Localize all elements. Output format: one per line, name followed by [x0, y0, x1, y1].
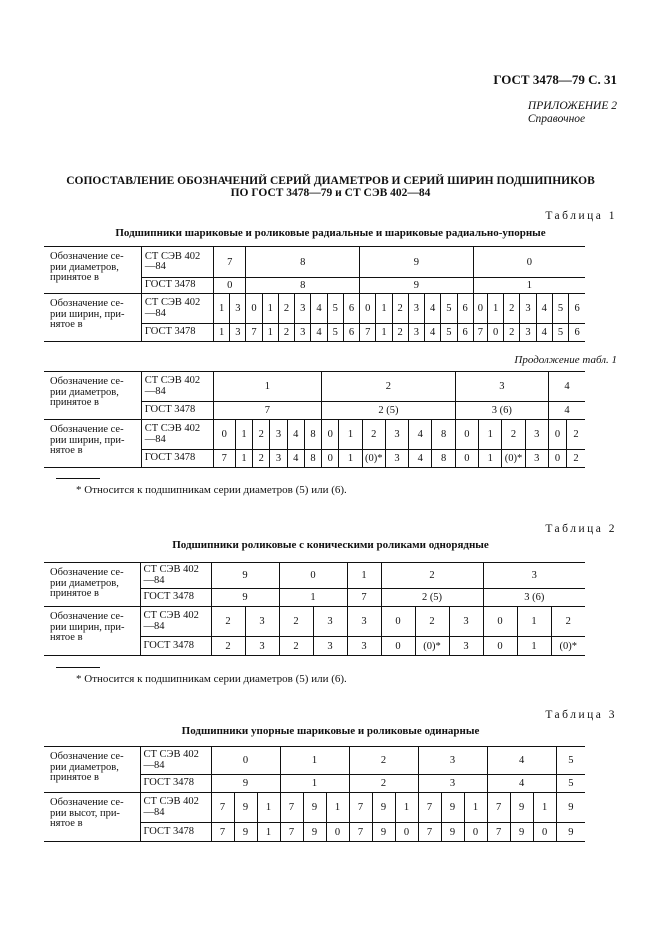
table1-part2	[44, 371, 585, 468]
table1-width-gost-cell: 2	[392, 324, 408, 342]
document-title-line-2: ПО ГОСТ 3478—79 и СТ СЭВ 402—84	[230, 187, 431, 199]
table1-width-gost-cell: 2	[504, 324, 520, 342]
table1-width-gost-cell: 6	[343, 324, 359, 342]
table2-diameter-gost-cell: 7	[347, 589, 381, 607]
table1-width-sev-cell: 3	[295, 294, 311, 324]
table2-footnote-rule	[56, 667, 100, 668]
table1-width-gost-cell: 1	[262, 324, 278, 342]
table1-width-sev-cell: 0	[246, 294, 262, 324]
table1-width-gost-cell: 0	[455, 450, 478, 468]
table1-width-gost-cell: 2	[567, 450, 585, 468]
table1-width-gost-cell: 2	[253, 450, 270, 468]
table1-width-gost-cell: 8	[304, 450, 321, 468]
appendix-note: Справочное	[527, 113, 586, 125]
table3-diameter-sev-cell: 1	[280, 747, 349, 775]
table1-width-gost-cell: 3	[525, 450, 548, 468]
table1-width-sev-cell: 2	[504, 294, 520, 324]
table1-width-sev-cell: 1	[487, 294, 503, 324]
table1-width-sev-cell: 2	[253, 420, 270, 450]
table1-diameter-sev-cell: 8	[246, 247, 360, 278]
table3-std-sev-label: СТ СЭВ 402—84	[140, 747, 211, 775]
table2-width-gost-cell: 3	[347, 637, 381, 656]
table3-height-gost-cell: 9	[303, 823, 326, 842]
table1-width-gost-cell: 1	[213, 324, 229, 342]
table1-diameter-sev-cell: 4	[548, 372, 585, 402]
table3-height-sev-cell: 1	[464, 793, 487, 823]
table1-width-sev-cell: 4	[287, 420, 304, 450]
table2-width-sev-cell: 2	[279, 607, 313, 637]
table1-width-sev-cell: 0	[360, 294, 376, 324]
table1-width-sev-cell: 1	[235, 420, 252, 450]
table1-width-gost-cell: 1	[339, 450, 362, 468]
table1-width-sev-cell: 1	[339, 420, 362, 450]
table1-width-sev-cell: 4	[409, 420, 432, 450]
table1-width-gost-cell: 4	[409, 450, 432, 468]
table3-height-gost-cell: 7	[418, 823, 441, 842]
table3-diameter-sev-cell: 3	[418, 747, 487, 775]
table1-width-sev-cell: 3	[270, 420, 287, 450]
table3-height-gost-cell: 7	[280, 823, 303, 842]
table2-width-sev-cell: 2	[551, 607, 585, 637]
table2-width-sev-cell: 3	[449, 607, 483, 637]
table2-width-gost-cell: 3	[313, 637, 347, 656]
table1-width-gost-cell: 7	[213, 450, 235, 468]
table1-width-sev-cell: 5	[552, 294, 568, 324]
table3-height-gost-cell: 0	[533, 823, 556, 842]
table1-diameter-gost-cell: 0	[213, 278, 245, 294]
table1-width-sev-cell: 0	[213, 420, 235, 450]
table3-height-gost-cell: 9	[372, 823, 395, 842]
table1-width-sev-cell: 8	[432, 420, 455, 450]
table2-width-gost-cell: (0)*	[551, 637, 585, 656]
table2	[44, 562, 585, 656]
table3-height-sev-cell: 1	[533, 793, 556, 823]
table1-continuation: Продолжение табл. 1	[514, 354, 617, 366]
table2-diameter-sev-cell: 9	[211, 563, 279, 589]
table1-width-gost-cell: 6	[569, 324, 585, 342]
table1-width-sev-cell: 1	[262, 294, 278, 324]
table1-width-sev-cell: 0	[455, 420, 478, 450]
appendix-block	[528, 100, 617, 126]
table2-width-gost-cell: 2	[279, 637, 313, 656]
table1-width-sev-cell: 0	[548, 420, 566, 450]
table1-width-gost-cell: 5	[552, 324, 568, 342]
table1-part1	[44, 246, 585, 342]
table1-diameter-series-label: Обозначение се-рии диаметров, принятое в	[44, 372, 141, 420]
table3-caption: Таблица 3	[545, 709, 617, 721]
table2-std-sev-label: СТ СЭВ 402—84	[140, 563, 211, 589]
table2-diameter-sev-cell: 1	[347, 563, 381, 589]
table1-width-gost-cell: 7	[360, 324, 376, 342]
page-header: ГОСТ 3478—79 С. 31	[493, 72, 617, 87]
table3-diameter-gost-cell: 3	[418, 775, 487, 793]
table1-width-gost-cell: 4	[311, 324, 327, 342]
table1-diameter-sev-cell: 3	[455, 372, 548, 402]
table2-width-gost-cell: (0)*	[415, 637, 449, 656]
table2-width-gost-cell: 0	[381, 637, 415, 656]
table1-diameter-sev-cell: 2	[322, 372, 456, 402]
table2-diameter-sev-cell: 2	[381, 563, 483, 589]
table2-width-gost-cell: 3	[245, 637, 279, 656]
table1-width-gost-cell: 4	[536, 324, 552, 342]
table1-diameter-sev-cell: 7	[213, 247, 245, 278]
table3-height-gost-cell: 9	[556, 823, 585, 842]
table1-width-series-label: Обозначение се-рии ширин, при-нятое в	[44, 294, 141, 342]
table3-height-gost-cell: 0	[326, 823, 349, 842]
table1-width-gost-cell: 3	[270, 450, 287, 468]
table3-height-sev-cell: 9	[234, 793, 257, 823]
table3-diameter-gost-cell: 4	[487, 775, 556, 793]
table1-width-sev-cell: 8	[304, 420, 321, 450]
table2-footnote: * Относится к подшипникам серии диаметров (5) или (6).	[76, 673, 347, 685]
table3-height-sev-cell: 9	[372, 793, 395, 823]
table2-width-gost-cell: 1	[517, 637, 551, 656]
table1-width-gost-cell: 3	[408, 324, 424, 342]
table1-width-sev-cell: 3	[520, 294, 536, 324]
table3-height-sev-cell: 7	[211, 793, 234, 823]
table1-width-gost-cell: 2	[278, 324, 294, 342]
table1-diameter-gost-cell: 7	[213, 402, 321, 420]
table1-width-gost-cell: 1	[479, 450, 502, 468]
table1-width-gost-cell: 0	[322, 450, 339, 468]
table1-width-sev-cell: 1	[479, 420, 502, 450]
table3-height-sev-cell: 1	[395, 793, 418, 823]
table2-width-sev-cell: 0	[381, 607, 415, 637]
table1-width-gost-cell: 1	[235, 450, 252, 468]
table1-diameter-gost-cell: 3 (6)	[455, 402, 548, 420]
table1-width-sev-cell: 6	[457, 294, 473, 324]
table1-width-gost-cell: 3	[230, 324, 246, 342]
table3-diameter-sev-cell: 4	[487, 747, 556, 775]
table1-diameter-gost-cell: 9	[360, 278, 474, 294]
table3-height-gost-cell: 9	[441, 823, 464, 842]
table2-width-sev-cell: 1	[517, 607, 551, 637]
table2-caption: Таблица 2	[545, 523, 617, 535]
table3-height-sev-cell: 9	[556, 793, 585, 823]
table1-width-sev-cell: 2	[278, 294, 294, 324]
table1-width-sev-cell: 1	[213, 294, 229, 324]
table1-width-gost-cell: 4	[287, 450, 304, 468]
table1-width-gost-cell: 3	[295, 324, 311, 342]
table2-std-sev-label: СТ СЭВ 402—84	[140, 607, 211, 637]
table2-diameter-gost-cell: 2 (5)	[381, 589, 483, 607]
table1-width-gost-cell: 5	[327, 324, 343, 342]
table1-width-gost-cell: (0)*	[502, 450, 525, 468]
table1-width-sev-cell: 6	[343, 294, 359, 324]
table1-width-sev-cell: 2	[567, 420, 585, 450]
table3-height-sev-cell: 7	[349, 793, 372, 823]
table1-width-sev-cell: 3	[525, 420, 548, 450]
table1-std-sev-label: СТ СЭВ 402—84	[141, 247, 213, 278]
table3-subtitle: Подшипники упорные шариковые и роликовые одинарные	[181, 725, 480, 737]
table3-height-gost-cell: 0	[464, 823, 487, 842]
table1-footnote-rule	[56, 478, 100, 479]
table1-width-sev-cell: 3	[408, 294, 424, 324]
table1-width-gost-cell: 7	[473, 324, 487, 342]
table1-std-gost-label: ГОСТ 3478	[141, 450, 213, 468]
table2-width-sev-cell: 2	[415, 607, 449, 637]
table3-diameter-series-label: Обозначение се-рии диаметров, принятое в	[44, 747, 140, 793]
table2-width-gost-cell: 0	[483, 637, 517, 656]
table3-diameter-gost-cell: 2	[349, 775, 418, 793]
table1-std-sev-label: СТ СЭВ 402—84	[141, 294, 213, 324]
table1-diameter-gost-cell: 8	[246, 278, 360, 294]
table3-height-sev-cell: 7	[487, 793, 510, 823]
table3-diameter-gost-cell: 1	[280, 775, 349, 793]
table1-width-sev-cell: 3	[385, 420, 408, 450]
table3-height-gost-cell: 1	[257, 823, 280, 842]
table3-height-gost-cell: 9	[234, 823, 257, 842]
table1-std-gost-label: ГОСТ 3478	[141, 402, 213, 420]
table1-diameter-sev-cell: 9	[360, 247, 474, 278]
table1-width-gost-cell: 1	[376, 324, 392, 342]
table1-width-sev-cell: 0	[322, 420, 339, 450]
table2-diameter-series-label: Обозначение се-рии диаметров, принятое в	[44, 563, 140, 607]
document-title-line-1: СОПОСТАВЛЕНИЕ ОБОЗНАЧЕНИЙ СЕРИЙ ДИАМЕТРОВ И СЕРИЙ ШИРИН ПОДШИПНИКОВ	[66, 175, 595, 187]
table1-width-gost-cell: 6	[457, 324, 473, 342]
table1-width-gost-cell: 3	[520, 324, 536, 342]
table2-diameter-sev-cell: 0	[279, 563, 347, 589]
table2-width-gost-cell: 3	[449, 637, 483, 656]
table3	[44, 746, 585, 842]
table1-width-gost-cell: 3	[385, 450, 408, 468]
table3-diameter-sev-cell: 2	[349, 747, 418, 775]
table1-diameter-series-label: Обозначение се-рии диаметров, принятое в	[44, 247, 141, 294]
table3-diameter-sev-cell: 0	[211, 747, 280, 775]
table2-width-sev-cell: 3	[313, 607, 347, 637]
table3-height-gost-cell: 7	[211, 823, 234, 842]
table3-height-gost-cell: 7	[349, 823, 372, 842]
table2-width-gost-cell: 2	[211, 637, 245, 656]
table3-diameter-gost-cell: 5	[556, 775, 585, 793]
table3-height-sev-cell: 9	[510, 793, 533, 823]
table1-diameter-sev-cell: 1	[213, 372, 321, 402]
table3-height-gost-cell: 9	[510, 823, 533, 842]
table1-width-sev-cell: 2	[362, 420, 385, 450]
table1-width-sev-cell: 2	[392, 294, 408, 324]
table1-diameter-sev-cell: 0	[473, 247, 585, 278]
table1-width-sev-cell: 2	[502, 420, 525, 450]
table1-subtitle: Подшипники шариковые и роликовые радиальные и шариковые радиально-упорные	[115, 227, 546, 239]
table3-height-gost-cell: 0	[395, 823, 418, 842]
table1-width-gost-cell: 7	[246, 324, 262, 342]
table2-diameter-gost-cell: 3 (6)	[483, 589, 585, 607]
table2-diameter-gost-cell: 9	[211, 589, 279, 607]
table1-width-sev-cell: 1	[376, 294, 392, 324]
table1-width-series-label: Обозначение се-рии ширин, при-нятое в	[44, 420, 141, 468]
table1-width-gost-cell: 0	[487, 324, 503, 342]
table3-height-sev-cell: 1	[326, 793, 349, 823]
table3-diameter-gost-cell: 9	[211, 775, 280, 793]
table3-height-sev-cell: 9	[303, 793, 326, 823]
table3-std-gost-label: ГОСТ 3478	[140, 823, 211, 842]
table2-width-sev-cell: 2	[211, 607, 245, 637]
table1-width-gost-cell: 5	[441, 324, 457, 342]
table2-std-gost-label: ГОСТ 3478	[140, 589, 211, 607]
table1-width-sev-cell: 4	[311, 294, 327, 324]
table3-height-series-label: Обозначение се-рии высот, при-нятое в	[44, 793, 140, 842]
table1-width-gost-cell: 4	[425, 324, 441, 342]
table2-diameter-gost-cell: 1	[279, 589, 347, 607]
table1-caption: Таблица 1	[545, 210, 617, 222]
table1-std-gost-label: ГОСТ 3478	[141, 324, 213, 342]
document-title	[40, 175, 621, 199]
appendix-title: ПРИЛОЖЕНИЕ 2	[527, 100, 617, 112]
table1-std-sev-label: СТ СЭВ 402—84	[141, 372, 213, 402]
table3-diameter-sev-cell: 5	[556, 747, 585, 775]
table1-width-gost-cell: (0)*	[362, 450, 385, 468]
table3-height-sev-cell: 7	[280, 793, 303, 823]
table1-width-sev-cell: 3	[230, 294, 246, 324]
table2-width-sev-cell: 0	[483, 607, 517, 637]
table3-height-sev-cell: 9	[441, 793, 464, 823]
table1-diameter-gost-cell: 4	[548, 402, 585, 420]
table1-width-sev-cell: 5	[327, 294, 343, 324]
table2-subtitle: Подшипники роликовые с коническими роликами однорядные	[172, 539, 489, 551]
table2-width-sev-cell: 3	[245, 607, 279, 637]
table3-std-gost-label: ГОСТ 3478	[140, 775, 211, 793]
table3-height-gost-cell: 7	[487, 823, 510, 842]
table1-std-sev-label: СТ СЭВ 402—84	[141, 420, 213, 450]
table1-footnote: * Относится к подшипникам серии диаметров (5) или (6).	[76, 484, 347, 496]
table2-std-gost-label: ГОСТ 3478	[140, 637, 211, 656]
table1-width-sev-cell: 4	[536, 294, 552, 324]
table2-width-series-label: Обозначение се-рии ширин, при-нятое в	[44, 607, 140, 656]
table3-height-sev-cell: 7	[418, 793, 441, 823]
table2-width-sev-cell: 3	[347, 607, 381, 637]
table1-diameter-gost-cell: 1	[473, 278, 585, 294]
table1-width-gost-cell: 0	[548, 450, 566, 468]
table1-std-gost-label: ГОСТ 3478	[141, 278, 213, 294]
table3-std-sev-label: СТ СЭВ 402—84	[140, 793, 211, 823]
table1-width-sev-cell: 5	[441, 294, 457, 324]
table1-width-gost-cell: 8	[432, 450, 455, 468]
table3-height-sev-cell: 1	[257, 793, 280, 823]
table1-width-sev-cell: 4	[425, 294, 441, 324]
table2-diameter-sev-cell: 3	[483, 563, 585, 589]
table1-width-sev-cell: 0	[473, 294, 487, 324]
table1-diameter-gost-cell: 2 (5)	[322, 402, 456, 420]
table1-width-sev-cell: 6	[569, 294, 585, 324]
